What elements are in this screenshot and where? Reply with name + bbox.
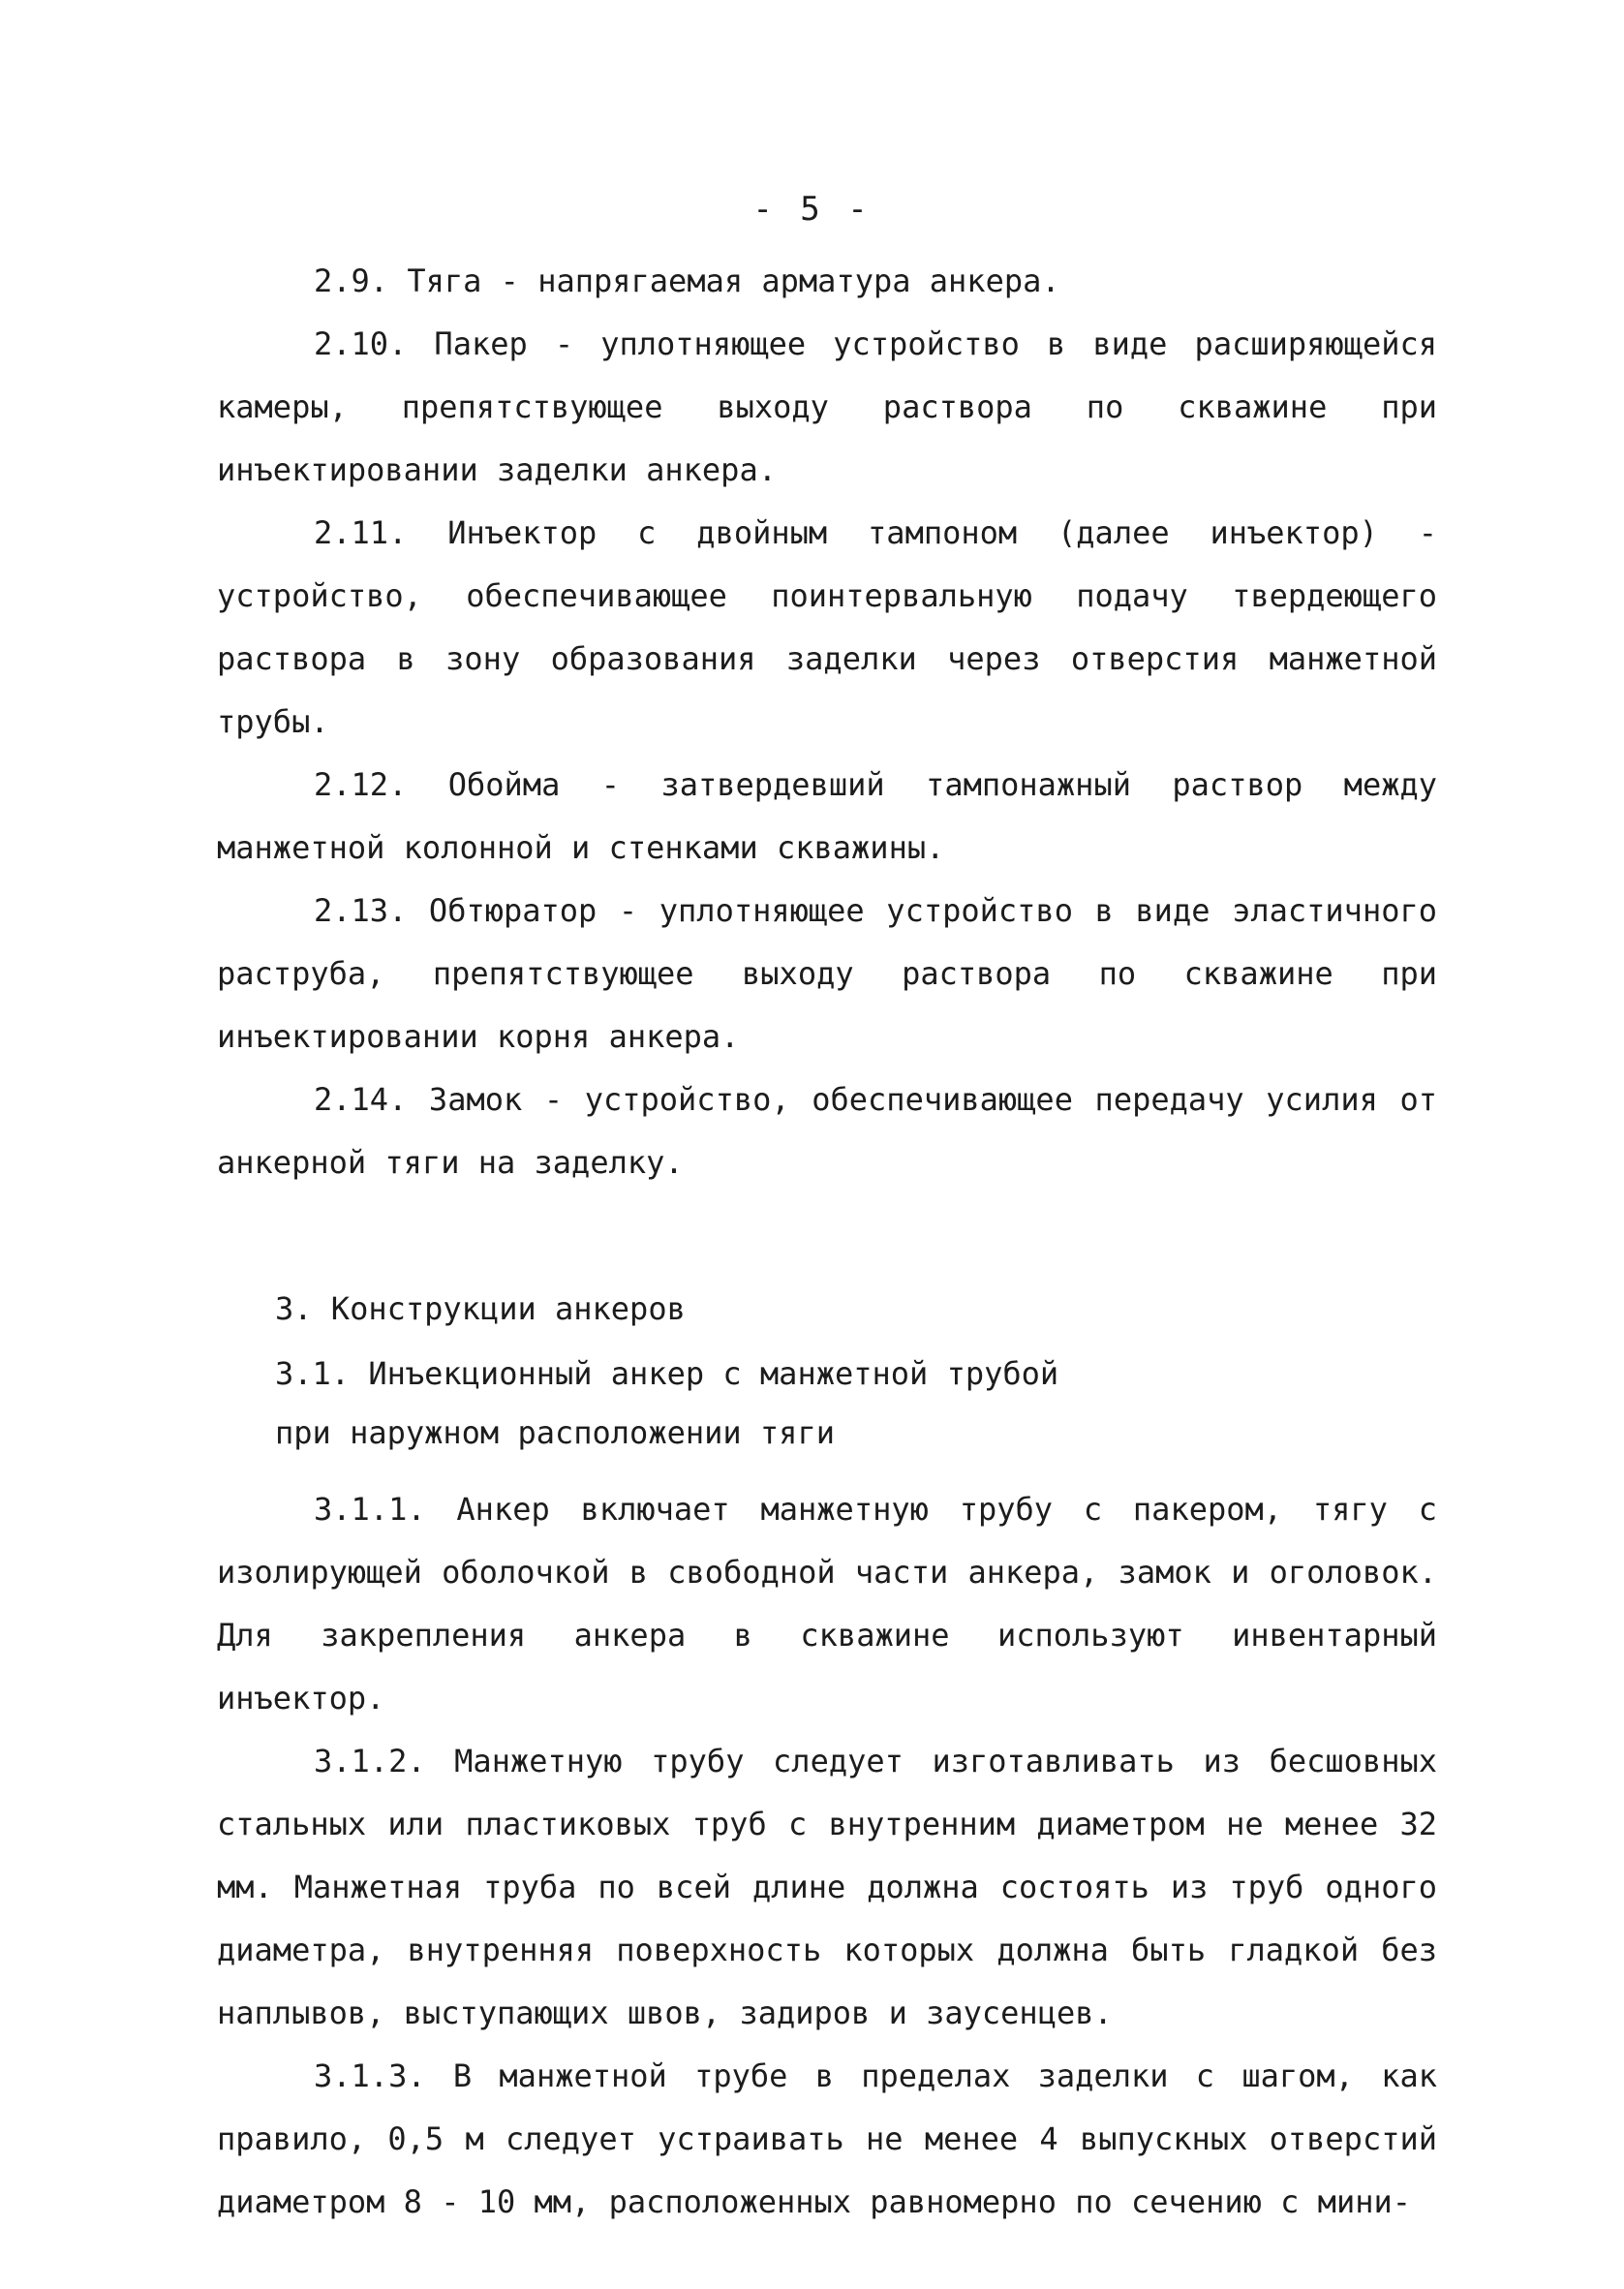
clause-2-13: 2.13. Обтюратор - уплотняющее устройство в виде эластичного раструба, препятствующее выходу раствора по скважине при инъектировании корня анкера. [217, 892, 1437, 1055]
subsection-title [217, 1345, 1437, 1463]
section-title: 3. Конструкции анкеров [275, 1290, 686, 1327]
clause-2-9: 2.9. Тяга - напрягаемая арматура анкера. [314, 263, 1060, 299]
clause-3-1-1: 3.1.1. Анкер включает манжетную трубу с пакером, тягу с изолирующей оболочкой в свободной части анкера, замок и оголовок. Для закрепления анкера в скважине используют инвентарный инъектор. [217, 1491, 1437, 1717]
clause-2-11: 2.11. Инъектор с двойным тампоном (далее инъектор) - устройство, обеспечивающее поинтервальную подачу твердеющего раствора в зону образования заделки через отверстия манжетной трубы. [217, 514, 1437, 740]
clause-2-14: 2.14. Замок - устройство, обеспечивающее передачу усилия от анкерной тяги на заделку. [217, 1081, 1437, 1181]
clause-2-10: 2.10. Пакер - уплотняющее устройство в виде расширяющейся камеры, препятствующее выходу раствора по скважине при инъектировании заделки анкера. [217, 325, 1437, 488]
subsection-title-line-1: 3.1. Инъекционный анкер с манжетной трубой [275, 1355, 1059, 1392]
clause-3-1-2: 3.1.2. Манжетную трубу следует изготавливать из бесшовных стальных или пластиковых труб с внутренним диаметром не менее 32 мм. Манжетная труба по всей длине должна состоять из труб одного диаметра, внутренняя поверхность которых должна быть гладкой без наплывов, выступающих швов, задиров и заусенцев. [217, 1743, 1437, 2031]
body-text [217, 250, 1437, 2234]
page-number: - 5 - [752, 190, 872, 229]
clause-2-12: 2.12. Обойма - затвердевший тампонажный раствор между манжетной колонной и стенками скважины. [217, 766, 1437, 866]
subsection-title-line-2: при наружном расположении тяги [275, 1414, 835, 1451]
clause-3-1-3: 3.1.3. В манжетной трубе в пределах заделки с шагом, как правило, 0,5 м следует устраивать не менее 4 выпускных отверстий диаметром 8 - 10 мм, расположенных равномерно по сечению с мини- [217, 2057, 1437, 2220]
